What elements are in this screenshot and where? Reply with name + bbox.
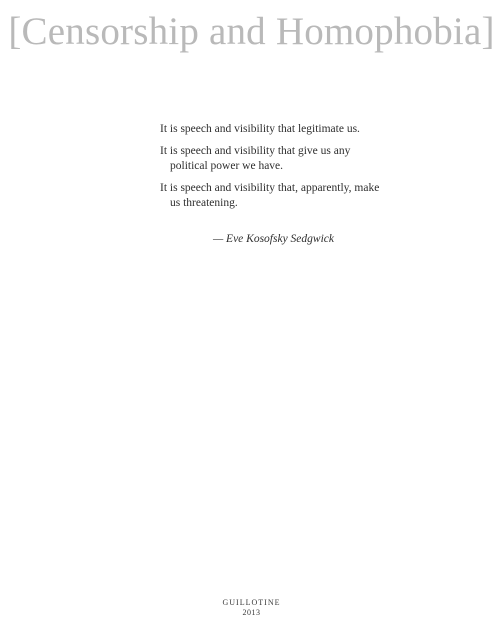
epigraph-quote <box>160 122 380 218</box>
quote-stanza: It is speech and visibility that, apparently, make us threatening. <box>160 181 380 209</box>
quote-stanza: It is speech and visibility that legitimate us. <box>160 123 360 135</box>
page-footer <box>0 598 503 618</box>
publisher-name: GUILLOTINE <box>222 598 281 607</box>
publication-year: 2013 <box>242 608 261 617</box>
quote-stanza: It is speech and visibility that give us any political power we have. <box>160 144 351 172</box>
page-title: [Censorship and Homophobia] <box>8 10 495 53</box>
quote-attribution: — Eve Kosofsky Sedgwick <box>212 233 334 245</box>
